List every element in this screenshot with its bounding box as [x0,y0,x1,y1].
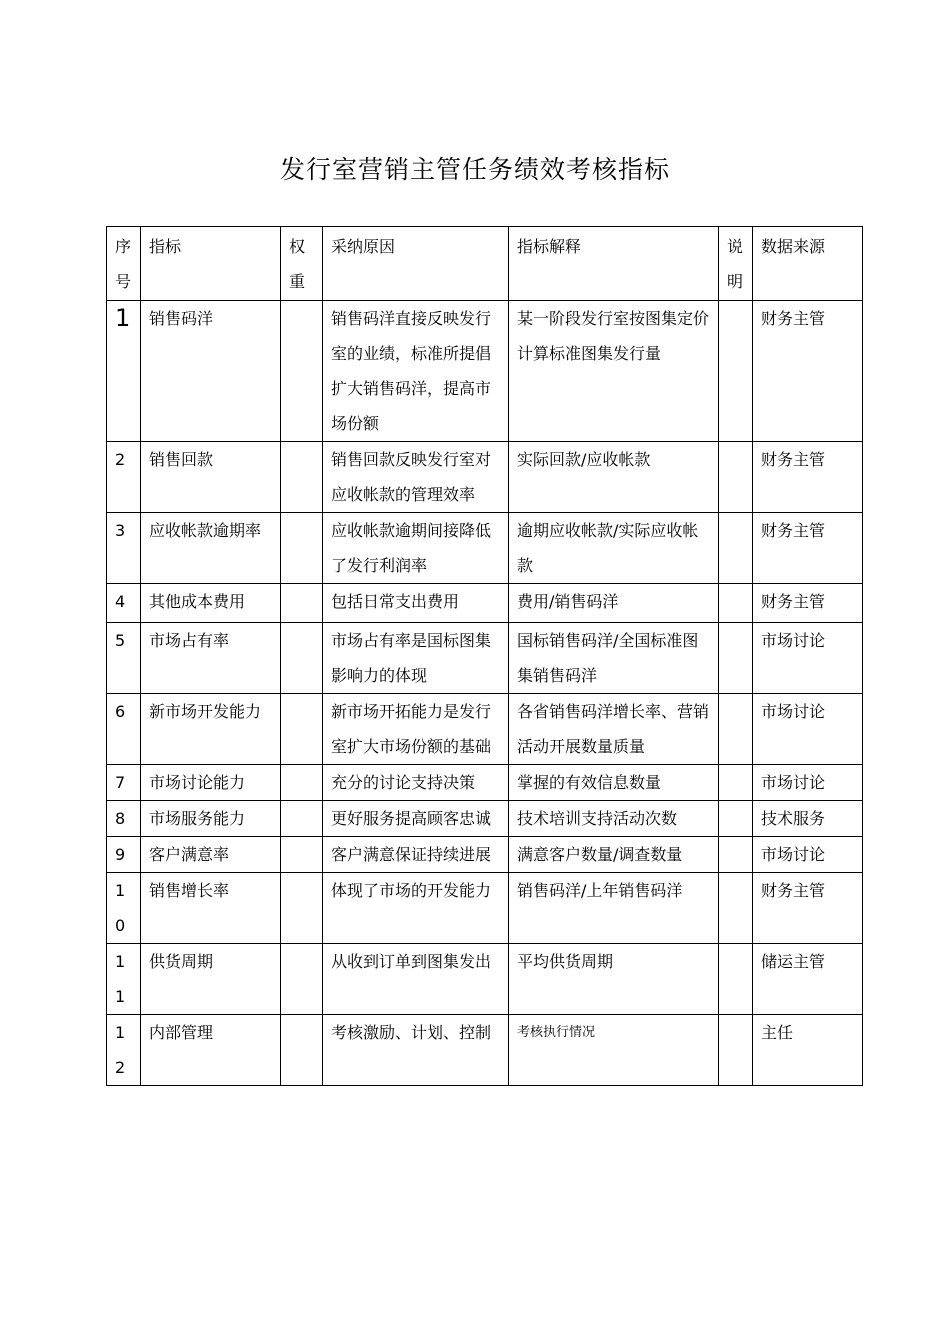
row-indicator: 其他成本费用 [141,584,281,623]
table-row [107,1015,863,1086]
header-seq: 序号 [107,227,141,301]
row-weight [281,584,323,623]
table-row [107,694,863,765]
row-indicator: 市场占有率 [141,623,281,694]
table-row [107,873,863,944]
row-source: 财务主管 [753,584,863,623]
row-indicator: 市场服务能力 [141,801,281,837]
row-weight [281,623,323,694]
row-explanation: 逾期应收帐款/实际应收帐款 [509,513,719,584]
row-note [719,584,753,623]
row-seq: 7 [107,765,141,801]
row-source: 财务主管 [753,873,863,944]
header-note: 说明 [719,227,753,301]
header-source: 数据来源 [753,227,863,301]
header-explanation: 指标解释 [509,227,719,301]
row-weight [281,873,323,944]
row-indicator: 应收帐款逾期率 [141,513,281,584]
row-seq: 9 [107,837,141,873]
row-note [719,513,753,584]
row-reason: 体现了市场的开发能力 [323,873,509,944]
row-weight [281,944,323,1015]
row-explanation: 技术培训支持活动次数 [509,801,719,837]
table-row [107,765,863,801]
row-seq: 1 [107,301,141,442]
table-row [107,442,863,513]
row-source: 市场讨论 [753,623,863,694]
row-reason: 客户满意保证持续进展 [323,837,509,873]
row-note [719,301,753,442]
row-explanation: 某一阶段发行室按图集定价计算标准图集发行量 [509,301,719,442]
table-row [107,301,863,442]
row-seq: 8 [107,801,141,837]
row-seq: 2 [107,442,141,513]
table-row [107,513,863,584]
row-reason: 包括日常支出费用 [323,584,509,623]
row-explanation: 平均供货周期 [509,944,719,1015]
row-indicator: 供货周期 [141,944,281,1015]
row-explanation: 费用/销售码洋 [509,584,719,623]
table-header-row [107,227,863,301]
row-weight [281,442,323,513]
row-note [719,837,753,873]
row-source: 市场讨论 [753,837,863,873]
row-explanation: 各省销售码洋增长率、营销活动开展数量质量 [509,694,719,765]
row-note [719,944,753,1015]
row-note [719,694,753,765]
table-row [107,801,863,837]
row-source: 主任 [753,1015,863,1086]
row-weight [281,513,323,584]
header-weight: 权重 [281,227,323,301]
row-note [719,1015,753,1086]
row-indicator: 新市场开发能力 [141,694,281,765]
row-explanation: 国标销售码洋/全国标准图集销售码洋 [509,623,719,694]
row-weight [281,301,323,442]
row-note [719,873,753,944]
row-source: 储运主管 [753,944,863,1015]
row-note [719,801,753,837]
header-indicator: 指标 [141,227,281,301]
row-reason: 销售码洋直接反映发行室的业绩，标准所提倡扩大销售码洋，提高市场份额 [323,301,509,442]
row-reason: 从收到订单到图集发出 [323,944,509,1015]
table-row [107,837,863,873]
row-source: 技术服务 [753,801,863,837]
row-note [719,623,753,694]
row-indicator: 销售回款 [141,442,281,513]
row-weight [281,1015,323,1086]
row-reason: 应收帐款逾期间接降低了发行利润率 [323,513,509,584]
row-indicator: 市场讨论能力 [141,765,281,801]
row-indicator: 客户满意率 [141,837,281,873]
row-reason: 市场占有率是国标图集影响力的体现 [323,623,509,694]
row-source: 财务主管 [753,442,863,513]
row-source: 财务主管 [753,301,863,442]
row-weight [281,837,323,873]
row-explanation: 掌握的有效信息数量 [509,765,719,801]
row-explanation: 满意客户数量/调查数量 [509,837,719,873]
row-explanation: 实际回款/应收帐款 [509,442,719,513]
row-reason: 新市场开拓能力是发行室扩大市场份额的基础 [323,694,509,765]
row-seq: 5 [107,623,141,694]
row-weight [281,765,323,801]
row-weight [281,801,323,837]
row-note [719,765,753,801]
row-seq: 6 [107,694,141,765]
table-row [107,623,863,694]
table-row [107,944,863,1015]
row-source: 市场讨论 [753,765,863,801]
row-reason: 更好服务提高顾客忠诚 [323,801,509,837]
row-seq: 4 [107,584,141,623]
row-indicator: 销售增长率 [141,873,281,944]
header-reason: 采纳原因 [323,227,509,301]
row-reason: 考核激励、计划、控制 [323,1015,509,1086]
row-explanation: 销售码洋/上年销售码洋 [509,873,719,944]
row-seq: 12 [107,1015,141,1086]
row-weight [281,694,323,765]
row-indicator: 内部管理 [141,1015,281,1086]
document-title: 发行室营销主管任务绩效考核指标 [279,155,670,184]
row-seq: 3 [107,513,141,584]
row-source: 财务主管 [753,513,863,584]
table-row [107,584,863,623]
row-seq: 10 [107,873,141,944]
row-reason: 充分的讨论支持决策 [323,765,509,801]
kpi-table [106,226,863,1086]
row-indicator: 销售码洋 [141,301,281,442]
row-explanation: 考核执行情况 [509,1015,719,1086]
row-note [719,442,753,513]
row-seq: 11 [107,944,141,1015]
row-source: 市场讨论 [753,694,863,765]
row-reason: 销售回款反映发行室对应收帐款的管理效率 [323,442,509,513]
